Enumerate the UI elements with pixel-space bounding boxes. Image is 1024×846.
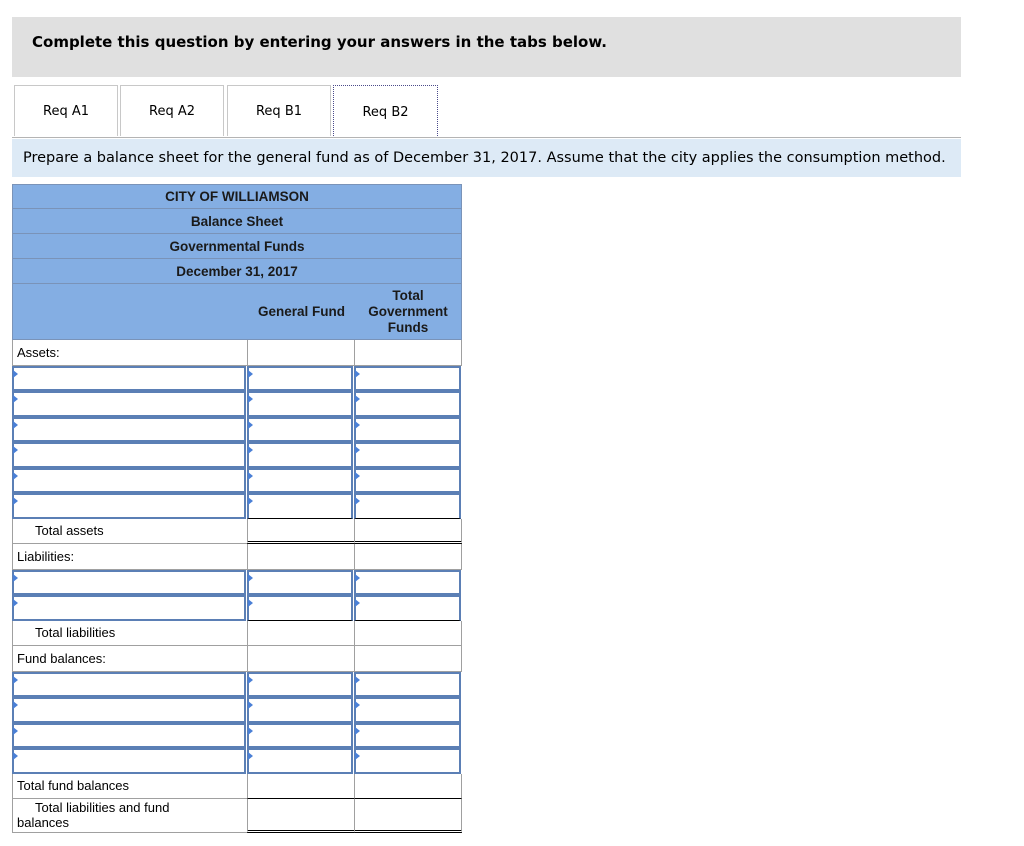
tab-divider — [12, 137, 961, 138]
total-funds-input[interactable] — [354, 672, 461, 698]
total-assets-label: Total assets — [12, 519, 247, 545]
account-input[interactable] — [12, 672, 246, 698]
total-liab-fund-total — [354, 799, 462, 833]
fund-balance-input-row — [12, 723, 462, 749]
total-funds-input[interactable] — [354, 442, 461, 468]
section-row — [12, 544, 462, 570]
prompt-text: Prepare a balance sheet for the general fund as of December 31, 2017. Assume that the city applies the consumption method. — [23, 150, 946, 166]
total-fund-balances-total — [354, 774, 462, 800]
tab-req-a2[interactable]: Req A2 — [120, 85, 224, 136]
general-fund-input[interactable] — [247, 391, 353, 417]
asset-input-row — [12, 417, 462, 443]
account-input[interactable] — [12, 417, 246, 443]
statement-date: December 31, 2017 — [12, 259, 462, 284]
total-fund-balances-general — [247, 774, 354, 800]
section-row — [12, 340, 462, 366]
general-fund-input[interactable] — [247, 493, 353, 519]
account-input[interactable] — [12, 493, 246, 519]
general-fund-input[interactable] — [247, 366, 353, 392]
total-liab-fund-general — [247, 799, 354, 833]
total-assets-row — [12, 519, 462, 545]
total-liabilities-label: Total liabilities — [12, 621, 247, 647]
asset-input-row — [12, 391, 462, 417]
general-fund-input[interactable] — [247, 672, 353, 698]
total-funds-input[interactable] — [354, 723, 461, 749]
column-headers — [12, 284, 462, 340]
instructions-text: Complete this question by entering your answers in the tabs below. — [32, 33, 607, 51]
total-assets-general — [247, 519, 354, 545]
total-assets-total — [354, 519, 462, 545]
general-fund-input[interactable] — [247, 442, 353, 468]
fund-balance-input-row — [12, 672, 462, 698]
account-input[interactable] — [12, 391, 246, 417]
asset-input-row — [12, 366, 462, 392]
total-funds-input[interactable] — [354, 595, 461, 621]
statement-scope: Governmental Funds — [12, 234, 462, 259]
account-input[interactable] — [12, 468, 246, 494]
account-input[interactable] — [12, 366, 246, 392]
total-liabilities-fund-balances-label: Total liabilities and fund balances — [12, 799, 247, 833]
tab-req-b2[interactable]: Req B2 — [333, 85, 438, 138]
general-fund-input[interactable] — [247, 417, 353, 443]
entity-name: CITY OF WILLIAMSON — [12, 184, 462, 209]
liabilities-label: Liabilities: — [12, 544, 247, 570]
liability-input-row — [12, 570, 462, 596]
total-fund-balances-label: Total fund balances — [12, 774, 247, 800]
liability-input-row — [12, 595, 462, 621]
general-fund-input[interactable] — [247, 697, 353, 723]
instructions-banner — [12, 17, 961, 77]
col-total-government-funds: Total Government Funds — [368, 287, 448, 335]
fund-balance-input-row — [12, 697, 462, 723]
total-liabilities-row — [12, 621, 462, 647]
section-row — [12, 646, 462, 672]
statement-title: Balance Sheet — [12, 209, 462, 234]
account-input[interactable] — [12, 595, 246, 621]
balance-sheet — [12, 184, 462, 833]
account-input[interactable] — [12, 748, 246, 774]
general-fund-input[interactable] — [247, 468, 353, 494]
asset-input-row — [12, 468, 462, 494]
total-liabilities-general — [247, 621, 354, 647]
general-fund-input[interactable] — [247, 723, 353, 749]
fund-balance-input-row — [12, 748, 462, 774]
account-input[interactable] — [12, 723, 246, 749]
general-fund-input[interactable] — [247, 595, 353, 621]
tab-req-a1[interactable]: Req A1 — [14, 85, 118, 136]
tab-req-b1[interactable]: Req B1 — [227, 85, 331, 136]
total-funds-input[interactable] — [354, 366, 461, 392]
total-fund-balances-row — [12, 774, 462, 800]
asset-input-row — [12, 493, 462, 519]
general-fund-input[interactable] — [247, 748, 353, 774]
total-funds-input[interactable] — [354, 493, 461, 519]
total-liabilities-total — [354, 621, 462, 647]
total-funds-input[interactable] — [354, 468, 461, 494]
asset-input-row — [12, 442, 462, 468]
question-prompt — [12, 139, 961, 177]
general-fund-input[interactable] — [247, 570, 353, 596]
assets-label: Assets: — [12, 340, 247, 366]
total-funds-input[interactable] — [354, 697, 461, 723]
total-funds-input[interactable] — [354, 570, 461, 596]
account-input[interactable] — [12, 442, 246, 468]
account-input[interactable] — [12, 570, 246, 596]
account-input[interactable] — [12, 697, 246, 723]
total-liabilities-fund-balances-row — [12, 799, 462, 833]
total-funds-input[interactable] — [354, 417, 461, 443]
fund-balances-label: Fund balances: — [12, 646, 247, 672]
total-funds-input[interactable] — [354, 391, 461, 417]
total-funds-input[interactable] — [354, 748, 461, 774]
col-general-fund: General Fund — [257, 304, 345, 319]
